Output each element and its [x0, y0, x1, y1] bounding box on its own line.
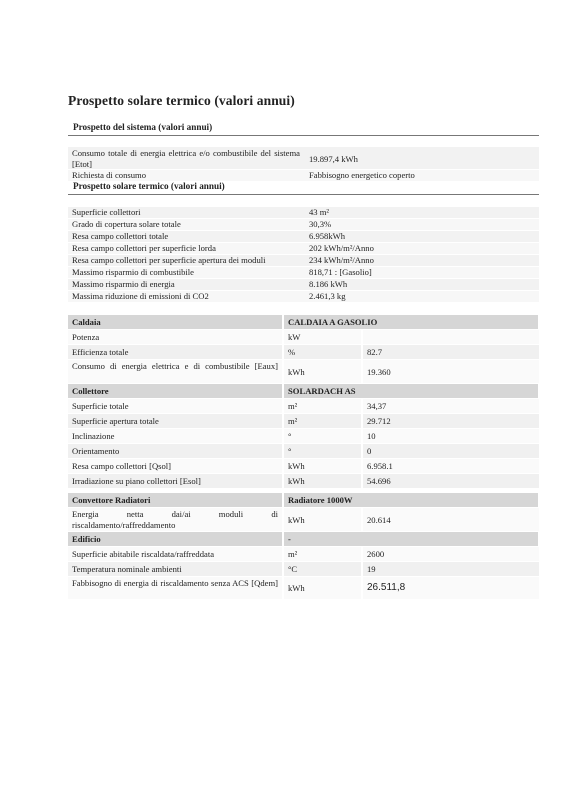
- table-header-row: [68, 315, 539, 329]
- row-value: 234 kWh/m²/Anno: [309, 255, 374, 265]
- row-label: Consumo di energia elettrica e di combustibile [Eaux]: [72, 361, 278, 371]
- section-label: Convettore Radiatori: [72, 495, 151, 505]
- table-header-row: [68, 384, 539, 398]
- row-unit: %: [288, 347, 296, 357]
- row-label: Resa campo collettori per superficie lorda: [72, 243, 216, 253]
- row-label: Resa campo collettori per superficie apertura dei moduli: [72, 255, 266, 265]
- row-unit: m²: [288, 549, 298, 559]
- table-row: [68, 291, 539, 302]
- table-row: [68, 399, 539, 413]
- row-label: Fabbisogno di energia di riscaldamento senza ACS [Qdem]: [72, 578, 278, 588]
- row-value: 2600: [367, 549, 385, 559]
- row-label: Massimo risparmio di combustibile: [72, 267, 194, 277]
- table-header-row: [68, 493, 539, 507]
- row-label: Superficie totale: [72, 401, 129, 411]
- section-value: -: [288, 534, 291, 544]
- row-value: 29.712: [367, 416, 391, 426]
- row-value: 43 m²: [309, 207, 330, 217]
- row-unit: m²: [288, 401, 298, 411]
- row-label: Consumo totale di energia elettrica e/o combustibile del sistema [Etot]: [72, 148, 300, 169]
- row-value: 26.511,8: [367, 582, 406, 593]
- row-value: 19.360: [367, 367, 391, 377]
- table-row: [68, 279, 539, 290]
- row-label: Resa campo collettori [Qsol]: [72, 461, 172, 471]
- table-row: [68, 429, 539, 443]
- row-value: 19: [367, 564, 376, 574]
- section-label: Caldaia: [72, 317, 101, 327]
- row-label: Temperatura nominale ambienti: [72, 564, 182, 574]
- row-unit: kWh: [288, 367, 305, 377]
- table-row: [68, 508, 539, 531]
- row-label: Grado di copertura solare totale: [72, 219, 181, 229]
- row-unit: °: [288, 431, 292, 441]
- row-unit: °C: [288, 564, 298, 574]
- table-row: [68, 330, 539, 344]
- row-value: 19.897,4 kWh: [309, 154, 358, 164]
- table-header-row: [68, 532, 539, 546]
- section-divider: [68, 135, 539, 136]
- row-value: 10: [367, 431, 376, 441]
- section-label: Edificio: [72, 534, 101, 544]
- table-row: [68, 243, 539, 254]
- solar-section-heading: Prospetto solare termico (valori annui): [73, 181, 225, 191]
- table-row: [68, 207, 539, 218]
- row-unit: m²: [288, 416, 298, 426]
- row-label: Superficie collettori: [72, 207, 141, 217]
- table-row: [68, 231, 539, 242]
- section-value: CALDAIA A GASOLIO: [288, 317, 378, 327]
- page-title: Prospetto solare termico (valori annui): [68, 93, 295, 108]
- row-label: Superficie abitabile riscaldata/raffreddata: [72, 549, 215, 559]
- row-value: 34,37: [367, 401, 387, 411]
- row-value: 54.696: [367, 476, 391, 486]
- row-value: 30,3%: [309, 219, 332, 229]
- row-value: 6.958.1: [367, 461, 393, 471]
- table-row: [68, 474, 539, 488]
- table-row: [68, 147, 539, 169]
- section-divider: [68, 194, 539, 195]
- table-row: [68, 562, 539, 576]
- row-label: Orientamento: [72, 446, 120, 456]
- solar-table: [68, 207, 539, 303]
- row-unit: kWh: [288, 476, 305, 486]
- table-row: [68, 444, 539, 458]
- row-value: 818,71 : [Gasolio]: [309, 267, 372, 277]
- table-row: [68, 459, 539, 473]
- row-label: Potenza: [72, 332, 100, 342]
- table-row: [68, 360, 539, 383]
- row-label: Superficie apertura totale: [72, 416, 159, 426]
- table-row: [68, 219, 539, 230]
- section-value: Radiatore 1000W: [288, 495, 353, 505]
- table-row: [68, 170, 539, 181]
- row-label: Richiesta di consumo: [72, 170, 146, 180]
- table-row: [68, 414, 539, 428]
- row-value: 2.461,3 kg: [309, 291, 346, 301]
- table-row: [68, 267, 539, 278]
- row-value: 82.7: [367, 347, 383, 357]
- row-unit: kWh: [288, 461, 305, 471]
- row-label: Efficienza totale: [72, 347, 129, 357]
- boiler-collector-table: [68, 315, 539, 486]
- table-row: [68, 345, 539, 359]
- row-value: 202 kWh/m²/Anno: [309, 243, 374, 253]
- row-value: 8.186 kWh: [309, 279, 348, 289]
- row-unit: kWh: [288, 515, 305, 525]
- row-label: Massima riduzione di emissioni di CO2: [72, 291, 209, 301]
- radiator-building-table: [68, 493, 539, 597]
- row-value: Fabbisogno energetico coperto: [309, 170, 415, 180]
- row-label: Irradiazione su piano collettori [Esol]: [72, 476, 201, 486]
- row-unit: kWh: [288, 583, 305, 593]
- section-value: SOLARDACH AS: [288, 386, 356, 396]
- row-value: 0: [367, 446, 372, 456]
- table-row: [68, 577, 539, 599]
- row-label: Resa campo collettori totale: [72, 231, 169, 241]
- table-row: [68, 255, 539, 266]
- row-label: Massimo risparmio di energia: [72, 279, 175, 289]
- row-value: 6.958kWh: [309, 231, 346, 241]
- section-label: Collettore: [72, 386, 109, 396]
- system-section-heading: Prospetto del sistema (valori annui): [73, 122, 213, 132]
- row-label: Inclinazione: [72, 431, 115, 441]
- table-row: [68, 547, 539, 561]
- row-unit: kW: [288, 332, 301, 342]
- row-value: 20.614: [367, 515, 391, 525]
- row-label: Energia netta dai/ai moduli di riscaldamento/raffreddamento: [72, 509, 278, 530]
- row-unit: °: [288, 446, 292, 456]
